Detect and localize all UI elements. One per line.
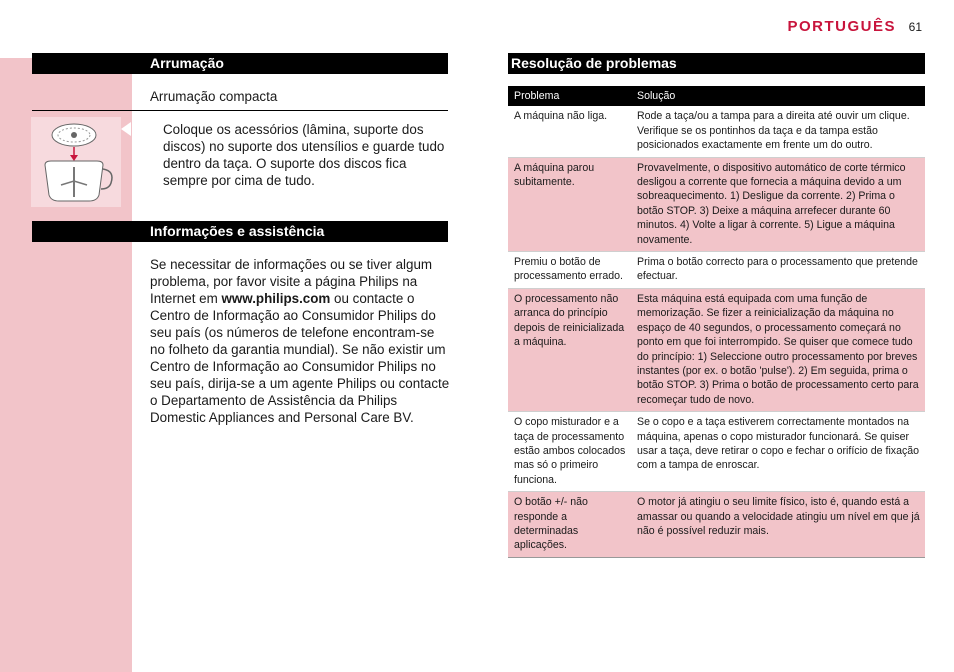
solution-cell: Prima o botão correcto para o processamento que pretende efectuar.	[631, 252, 925, 289]
column-header-problem: Problema	[508, 86, 631, 106]
troubleshooting-section-bar	[508, 53, 925, 74]
solution-cell: O motor já atingiu o seu limite físico, isto é, quando está a amassar ou quando a velocidade atingiu um nível em que já não é possível reduzir mais.	[631, 492, 925, 558]
table-row	[508, 157, 925, 251]
table-header-row	[508, 86, 925, 106]
bowl-illustration	[31, 117, 121, 207]
troubleshooting-title: Resolução de problemas	[511, 55, 677, 71]
table-row	[508, 492, 925, 558]
problem-cell: A máquina não liga.	[508, 106, 631, 157]
info-text-start: Se necessitar de informações ou se tiver algum problema, por favor visite a página Philips na Internet em	[150, 257, 433, 306]
table-row	[508, 412, 925, 492]
problem-cell: O botão +/- não responde a determinadas aplicações.	[508, 492, 631, 558]
info-text-end: ou contacte o Centro de Informação ao Consumidor Philips do seu país (os números de telefone encontram-se no folheto da garantia mundial). Se não existir um Centro de Informação ao Consumidor Philips no seu país, dirija-se a um agente Philips ou contacte o Departamento de Assistência da Philips Domestic Appliances and Personal Care BV.	[150, 291, 450, 425]
language-header: PORTUGUÊS	[787, 18, 896, 35]
problem-cell: O copo misturador e a taça de processamento estão ambos colocados mas só o primeiro funciona.	[508, 412, 631, 492]
solution-cell: Esta máquina está equipada com uma função de memorização. Se fizer a reinicialização da máquina no espaço de 40 segundos, o processamento começará no ponto em que foi interrompido. Se quiser que comece tudo do princípio: 1) Seleccione outro processamento por breves instantes (por ex. o botão 'pulse'). 2) Em seguida, prima o botão STOP. 3) Prima o botão de processamento certo para recomeçar tudo de novo.	[631, 288, 925, 411]
troubleshooting-table	[508, 86, 925, 558]
solution-cell: Provavelmente, o dispositivo automático de corte térmico desligou a corrente que fornecia a máquina devido a um sobreaquecimento. 1) Desligue da corrente. 2) Prima o botão STOP. 3) Deixe a máquina arrefecer durante 60 minutos. 4) Volte a ligar à corrente. 5) Ligue a máquina novamente.	[631, 157, 925, 251]
table-row	[508, 252, 925, 289]
solution-cell: Se o copo e a taça estiverem correctamente montados na máquina, apenas o copo misturador funcionará. Se quiser usar a taça, deve retirar o copo e fechar o orifício de fixação com a tampa de enroscar.	[631, 412, 925, 492]
info-text	[150, 256, 450, 426]
food-processor-bowl-icon	[31, 117, 121, 207]
info-section-bar	[32, 221, 448, 242]
storage-subtitle: Arrumação compacta	[150, 89, 278, 104]
table-row	[508, 106, 925, 157]
philips-link[interactable]: www.philips.com	[221, 291, 331, 306]
solution-cell: Rode a taça/ou a tampa para a direita até ouvir um clique. Verifique se os pontinhos da taça e da tampa estão posicionados exactamente em frente um do outro.	[631, 106, 925, 157]
storage-text: Coloque os acessórios (lâmina, suporte dos discos) no suporte dos utensílios e guarde tudo dentro da taça. O suporte dos discos fica sempre por cima de tudo.	[163, 122, 445, 188]
column-header-solution: Solução	[631, 86, 925, 106]
storage-title: Arrumação	[150, 55, 224, 71]
problem-cell: Premiu o botão de processamento errado.	[508, 252, 631, 289]
divider	[32, 110, 448, 111]
illustration-pointer	[121, 122, 131, 136]
page-number: 61	[908, 20, 922, 34]
storage-section-bar	[32, 53, 448, 74]
table-row	[508, 288, 925, 411]
problem-cell: A máquina parou subitamente.	[508, 157, 631, 251]
info-title: Informações e assistência	[150, 223, 325, 239]
problem-cell: O processamento não arranca do princípio depois de reinicializada a máquina.	[508, 288, 631, 411]
